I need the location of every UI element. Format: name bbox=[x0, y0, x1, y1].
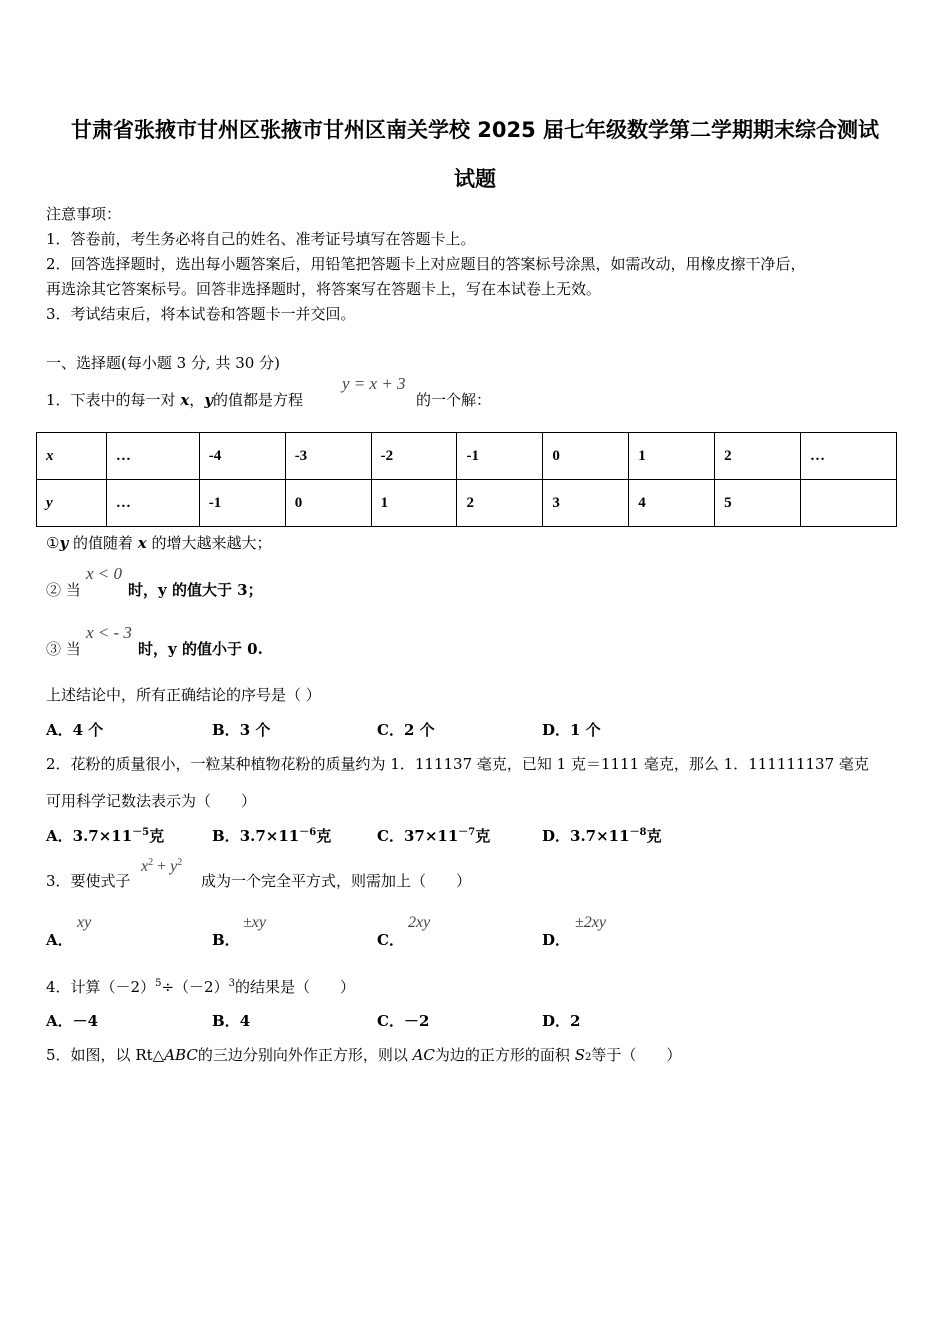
variable-x: x bbox=[137, 534, 147, 552]
statement-marker: ① bbox=[46, 534, 60, 552]
variable-y: y bbox=[204, 391, 214, 409]
expression: $x^2 + y^2$ bbox=[141, 857, 183, 875]
question-4-stem: 4．计算$(-2)^5\div(-2)^3$的结果是（ ） bbox=[46, 978, 355, 996]
section-heading: 一、选择题(每小题 3 分, 共 30 分) bbox=[46, 354, 280, 372]
variable-y: y bbox=[59, 534, 69, 552]
option-b[interactable]: B． bbox=[212, 931, 240, 949]
question-text: 要使式子 bbox=[70, 872, 131, 890]
table-cell: x bbox=[37, 433, 107, 480]
option-b[interactable]: B．3 个 bbox=[212, 721, 271, 739]
option-c-math: 2xy bbox=[408, 914, 431, 931]
statement-2-text: 时，y 的值大于 3； bbox=[128, 581, 263, 599]
statement-2-condition: x < 0 bbox=[86, 564, 123, 583]
table-cell: … bbox=[106, 480, 199, 527]
option-a[interactable]: A． bbox=[46, 931, 73, 949]
notice-item-2-continued: 再选涂其它答案标号。回答非选择题时，将答案写在答题卡上，写在本试卷上无效。 bbox=[46, 280, 602, 298]
option-c[interactable]: C．2 个 bbox=[377, 721, 435, 739]
question-1-stem bbox=[46, 389, 303, 410]
question-3-stem bbox=[46, 870, 131, 891]
statement-3-condition: x < - 3 bbox=[86, 623, 132, 642]
question-number: 5． bbox=[46, 1046, 71, 1064]
option-d[interactable]: D．2 bbox=[542, 1012, 581, 1030]
table-cell: -1 bbox=[457, 433, 543, 480]
question-text: 花粉的质量很小，一粒某种植物花粉的质量约为 1．111137 毫克，已知 1 克＝1111 毫克，那么 1．111111137 毫克 bbox=[70, 755, 869, 773]
option-b[interactable]: B．$3.7\times 11^{-6}$克 bbox=[212, 827, 332, 845]
comma: ， bbox=[189, 391, 205, 409]
table-cell: 5 bbox=[715, 480, 801, 527]
statement-text: 的增大越来越大； bbox=[146, 534, 272, 552]
option-a[interactable]: A．4 个 bbox=[46, 721, 104, 739]
question-3-stem-end: 成为一个完全平方式，则需加上（ ） bbox=[201, 872, 472, 890]
question-text-end: 的一个解： bbox=[416, 391, 492, 409]
question-number: 4． bbox=[46, 978, 71, 996]
option-d[interactable]: D．1 个 bbox=[542, 721, 601, 739]
table-cell: 3 bbox=[543, 480, 629, 527]
option-c[interactable]: C．$37\times 11^{-7}$克 bbox=[377, 827, 491, 845]
table-cell: 1 bbox=[629, 433, 715, 480]
option-a-math: xy bbox=[77, 914, 92, 931]
statement-3-prefix: ③ 当 bbox=[46, 640, 81, 658]
question-number: 2． bbox=[46, 755, 71, 773]
table-cell: -4 bbox=[199, 433, 285, 480]
option-b-math: ±xy bbox=[243, 914, 266, 931]
option-a[interactable]: A．$3.7\times 11^{-5}$克 bbox=[46, 827, 165, 845]
option-a[interactable]: A．－4 bbox=[46, 1012, 99, 1030]
table-cell: -2 bbox=[371, 433, 457, 480]
table-cell: -1 bbox=[199, 480, 285, 527]
notice-heading: 注意事项： bbox=[46, 205, 122, 223]
question-text: 下表中的每一对 bbox=[70, 391, 176, 409]
statement-2-prefix: ② 当 bbox=[46, 581, 81, 599]
notice-item-2: 2．回答选择题时，选出每小题答案后，用铅笔把答题卡上对应题目的答案标号涂黑，如需改动，用橡皮擦干净后， bbox=[46, 255, 806, 273]
question-1-conclusion: 上述结论中，所有正确结论的序号是（ ） bbox=[46, 686, 321, 704]
question-2-stem-continued: 可用科学记数法表示为（ ） bbox=[46, 792, 257, 810]
question-2-stem bbox=[46, 753, 869, 774]
option-d[interactable]: D．$3.7\times 11^{-8}$克 bbox=[542, 827, 662, 845]
table-cell: 2 bbox=[457, 480, 543, 527]
notice-item-3: 3．考试结束后，将本试卷和答题卡一并交回。 bbox=[46, 305, 356, 323]
question-number: 3． bbox=[46, 872, 71, 890]
page-title-continued: 试题 bbox=[454, 167, 496, 191]
table-cell: 4 bbox=[629, 480, 715, 527]
option-c[interactable]: C． bbox=[377, 931, 404, 949]
table-row-y bbox=[37, 480, 897, 527]
statement-3-text: 时，y 的值小于 0. bbox=[138, 640, 263, 658]
option-d-math: ±2xy bbox=[575, 914, 606, 931]
table-cell: 1 bbox=[371, 480, 457, 527]
table-row-x bbox=[37, 433, 897, 480]
page-title: 甘肃省张掖市甘州区张掖市甘州区南关学校 2025 届七年级数学第二学期期末综合测试 bbox=[70, 118, 880, 142]
table-cell: 0 bbox=[543, 433, 629, 480]
table-cell: … bbox=[106, 433, 199, 480]
option-d[interactable]: D． bbox=[542, 931, 571, 949]
table-cell: y bbox=[37, 480, 107, 527]
equation: y = x + 3 bbox=[342, 374, 406, 393]
values-table bbox=[36, 432, 897, 527]
table-cell: -3 bbox=[285, 433, 371, 480]
option-b[interactable]: B．4 bbox=[212, 1012, 251, 1030]
table-cell: … bbox=[801, 433, 897, 480]
question-5-stem: 5．如图，以 Rt△ABC的三边分别向外作正方形，则以 AC为边的正方形的面积 S2等于（ ） bbox=[46, 1046, 682, 1064]
table-cell: 2 bbox=[715, 433, 801, 480]
question-number: 1． bbox=[46, 391, 71, 409]
table-cell bbox=[801, 480, 897, 527]
notice-item-1: 1．答卷前，考生务必将自己的姓名、准考证号填写在答题卡上。 bbox=[46, 230, 476, 248]
option-c[interactable]: C．－2 bbox=[377, 1012, 430, 1030]
statement-text: 的值随着 bbox=[68, 534, 138, 552]
table-cell: 0 bbox=[285, 480, 371, 527]
statement-1 bbox=[46, 532, 271, 553]
question-text: 的值都是方程 bbox=[213, 391, 304, 409]
variable-x: x bbox=[180, 391, 190, 409]
